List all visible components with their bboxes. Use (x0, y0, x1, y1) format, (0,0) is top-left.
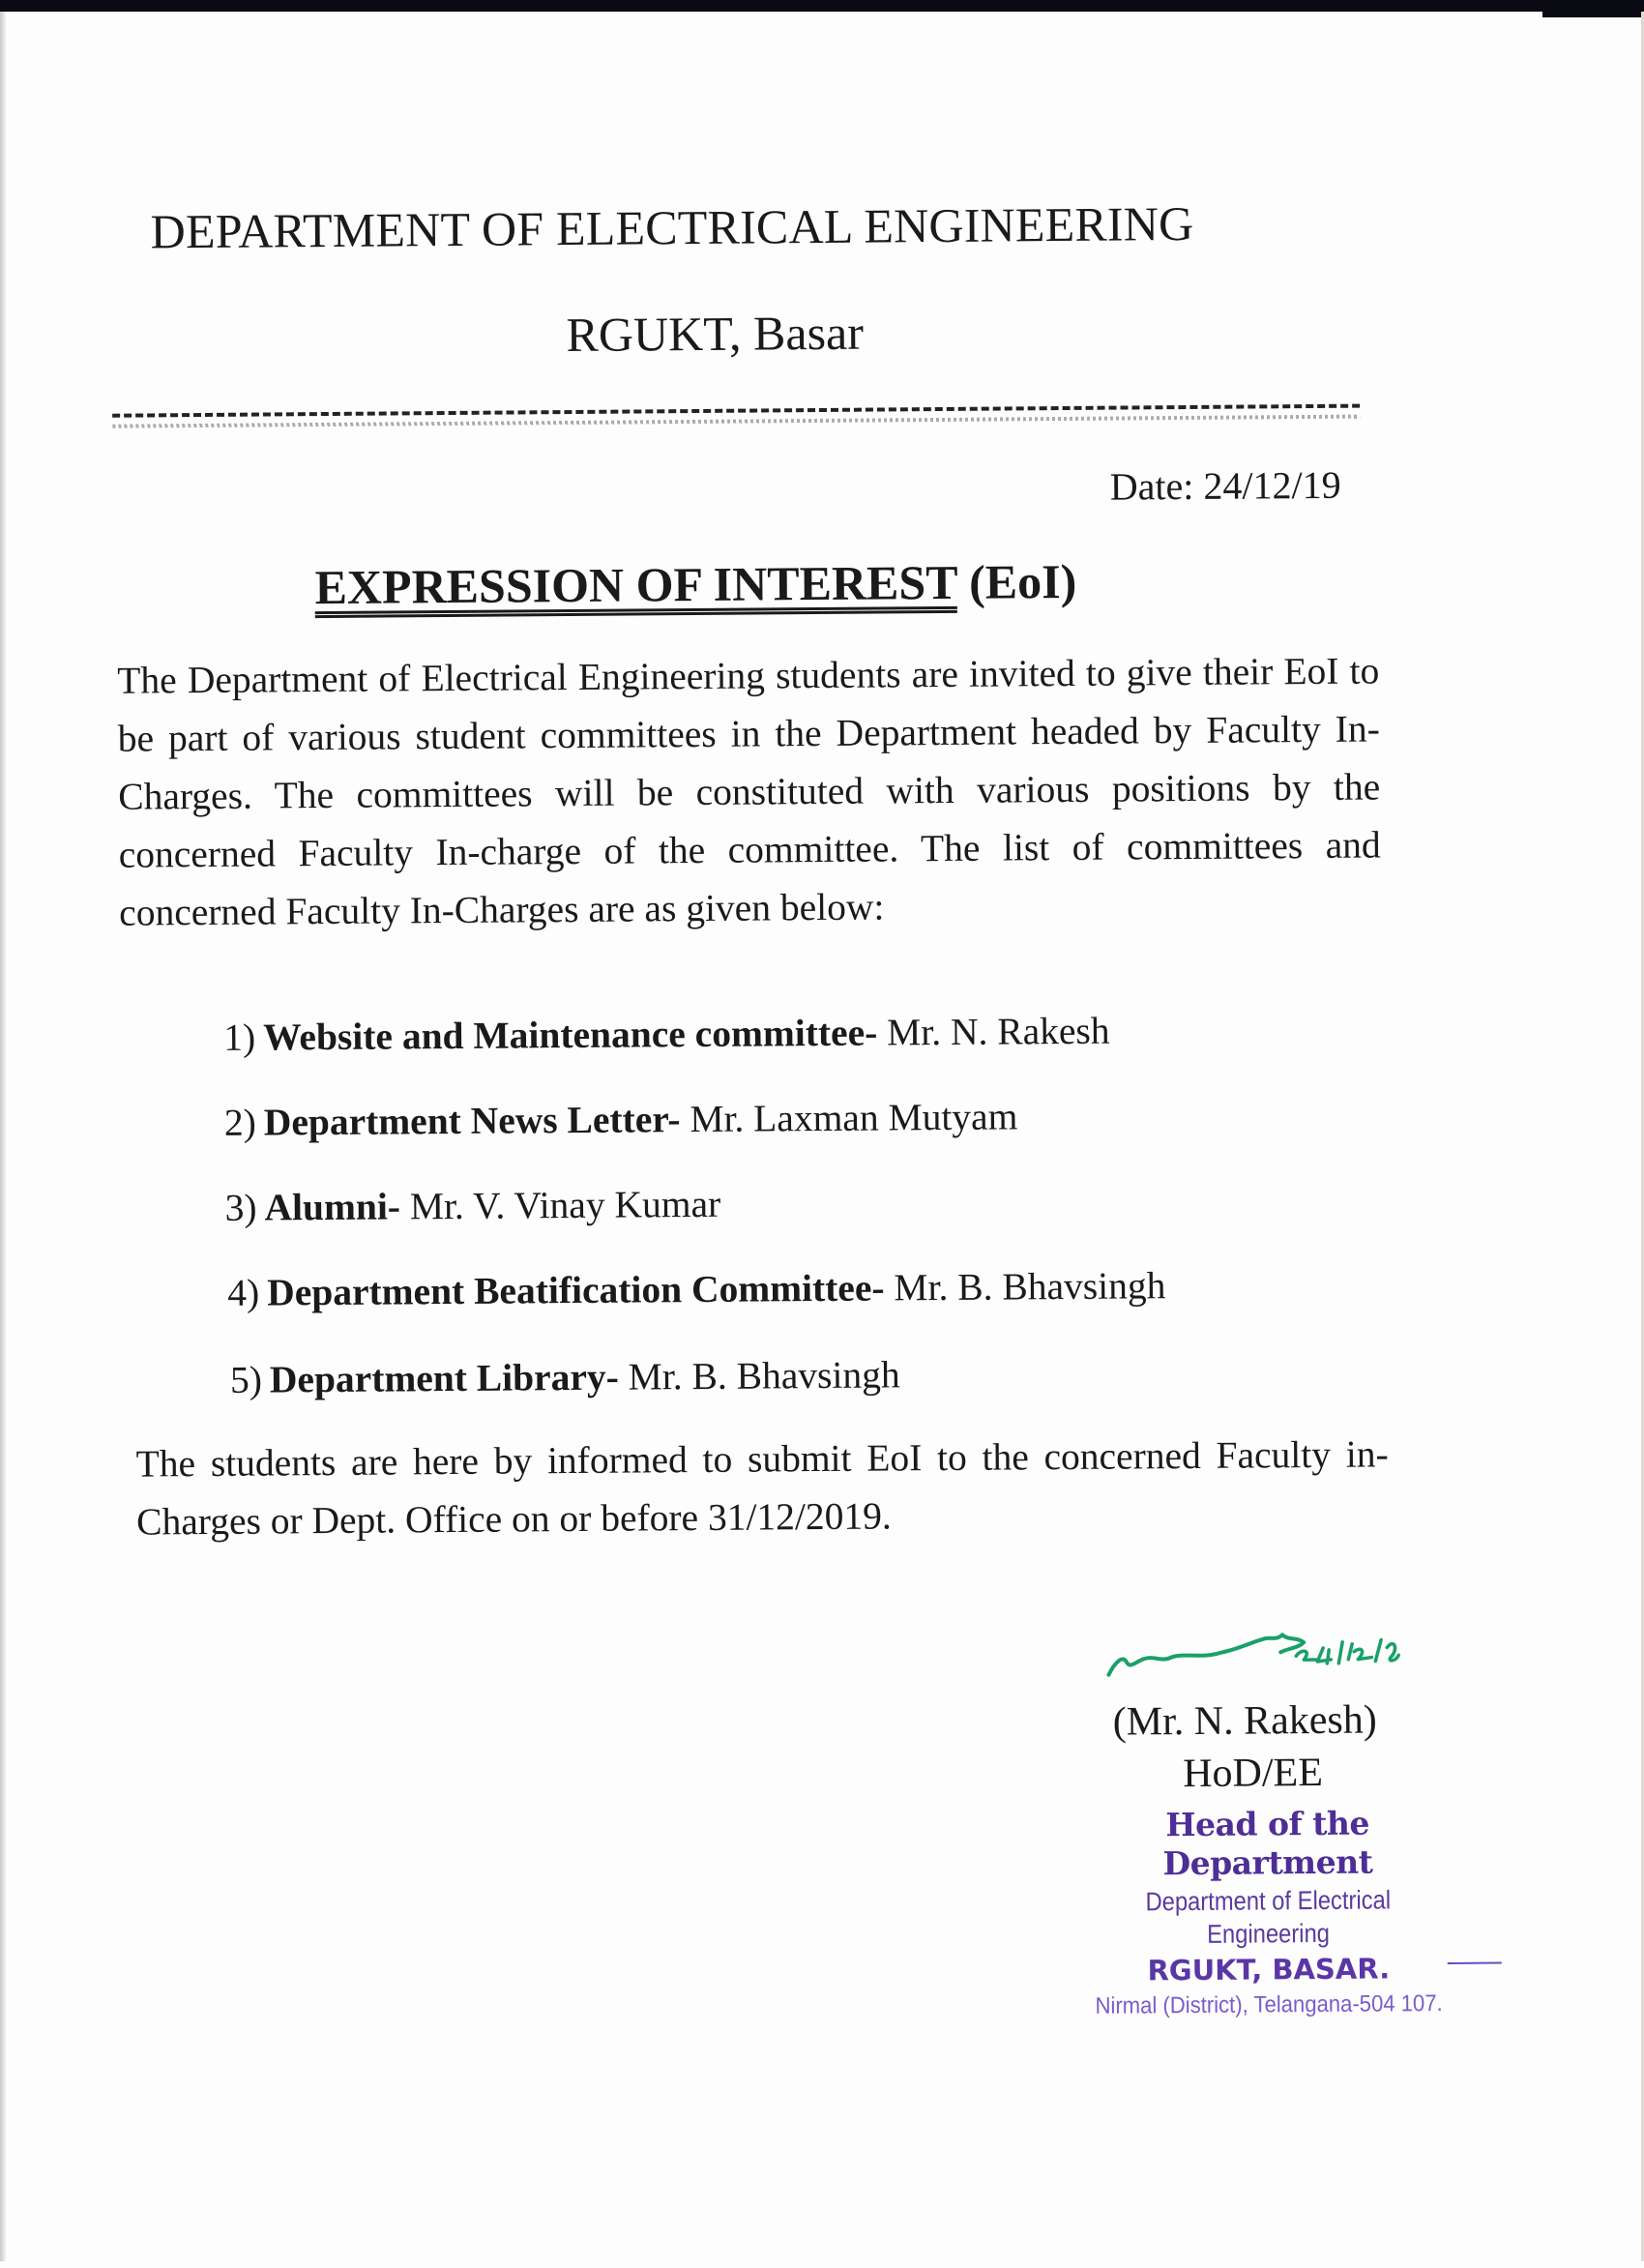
intro-paragraph: The Department of Electrical Engineering students are invited to give their EoI to be part of various student committees in the Department headed by Faculty In-Charges. The committees will be constituted with various positions by the concerned Faculty In-charge of the committee. The list of committees and concerned Faculty In-Charges are as given below: (117, 649, 1381, 934)
committee-name: Alumni- (264, 1185, 401, 1229)
committee-number: 3) (224, 1186, 257, 1229)
committee-faculty: Mr. B. Bhavsingh (618, 1353, 900, 1399)
committee-number: 1) (223, 1016, 256, 1059)
committee-item (224, 1094, 1018, 1144)
document-date: Date: 24/12/19 (1109, 462, 1341, 509)
stamp-underline (1448, 1962, 1502, 1964)
committee-faculty: Mr. Laxman Mutyam (680, 1095, 1018, 1141)
committee-item (227, 1263, 1165, 1315)
committee-list (223, 1006, 1384, 1401)
handwritten-signature (1104, 1612, 1473, 1693)
title-main: EXPRESSION OF INTEREST (314, 554, 957, 615)
committee-faculty: Mr. B. Bhavsingh (884, 1264, 1166, 1310)
stamp-line-address: Nirmal (District), Telangana-504 107. (1095, 1989, 1443, 2019)
committee-faculty: Mr. V. Vinay Kumar (399, 1182, 721, 1228)
signatory-name: (Mr. N. Rakesh) (1112, 1697, 1377, 1745)
official-stamp (1059, 1804, 1477, 2021)
stamp-line-title: Head of the Department (1162, 1804, 1373, 1883)
department-heading: DEPARTMENT OF ELECTRICAL ENGINEERING (150, 195, 1194, 259)
title-suffix: (EoI) (956, 553, 1077, 609)
committee-number: 2) (223, 1101, 256, 1144)
committee-item (223, 1009, 1110, 1060)
committee-name: Department News Letter- (263, 1098, 681, 1144)
committee-faculty: Mr. N. Rakesh (877, 1009, 1110, 1054)
separator-wavy-line (112, 415, 1360, 428)
document-title (314, 553, 1076, 615)
stamp-line-department: Department of Electrical Engineering (1145, 1885, 1392, 1949)
committee-item (230, 1352, 900, 1401)
committee-name: Department Library- (269, 1355, 619, 1401)
committee-number: 5) (229, 1358, 263, 1401)
committee-name: Website and Maintenance committee- (262, 1011, 878, 1059)
closing-paragraph: The students are here by informed to submit EoI to the concerned Faculty in-Charges or Dept. Office on or before 31/12/2019. (135, 1432, 1389, 1544)
institution-heading: RGUKT, Basar (566, 305, 865, 363)
committee-name: Department Beatification Committee- (267, 1266, 885, 1314)
stamp-line-institution: RGUKT, BASAR. (1147, 1952, 1391, 1988)
committee-number: 4) (227, 1271, 260, 1314)
committee-item (224, 1182, 720, 1230)
signatory-role: HoD/EE (1183, 1750, 1324, 1797)
